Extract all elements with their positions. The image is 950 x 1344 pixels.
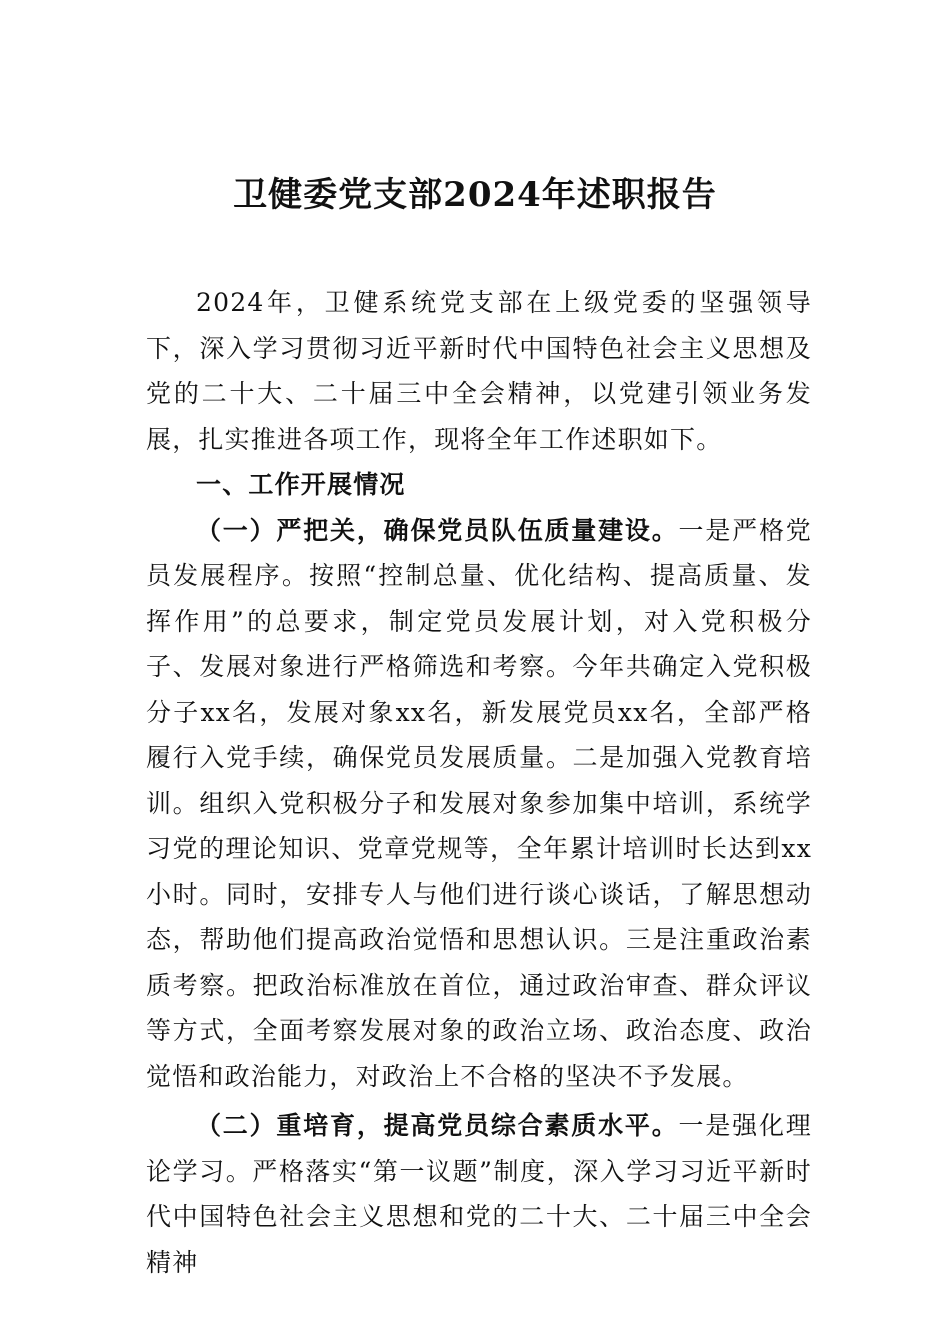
section-heading: 一、工作开展情况 xyxy=(196,470,406,499)
intro-paragraph: 2024年，卫健系统党支部在上级党委的坚强领导下，深入学习贯彻习近平新时代中国特色社会主义思想及党的二十大、二十届三中全会精神，以党建引领业务发展，扎实推进各项工作，现将全年工作述职如下。 xyxy=(146,288,812,454)
item-2-paragraph xyxy=(146,1103,812,1285)
document-title: 卫健委党支部2024年述职报告 xyxy=(233,175,717,215)
item-2-text: 一是强化理论学习。严格落实“第一议题”制度，深入学习习近平新时代中国特色社会主义思想和党的二十大、二十届三中全会精神 xyxy=(146,1111,812,1277)
item-1-text: 一是严格党员发展程序。按照“控制总量、优化结构、提高质量、发挥作用”的总要求，制定党员发展计划，对入党积极分子、发展对象进行严格筛选和考察。今年共确定入党积极分子xx名，发展对象xx名，新发展党员xx名，全部严格履行入党手续，确保党员发展质量。二是加强入党教育培训。组织入党积极分子和发展对象参加集中培训，系统学习党的理论知识、党章党规等，全年累计培训时长达到xx小时。同时，安排专人与他们进行谈心谈话，了解思想动态，帮助他们提高政治觉悟和思想认识。三是注重政治素质考察。把政治标准放在首位，通过政治审查、群众评议等方式，全面考察发展对象的政治立场、政治态度、政治觉悟和政治能力，对政治上不合格的坚决不予发展。 xyxy=(146,515,812,1091)
item-1-lead: （一）严把关，确保党员队伍质量建设。 xyxy=(196,515,679,545)
item-1-paragraph xyxy=(146,508,812,1100)
document-body xyxy=(146,280,812,1285)
item-2-lead: （二）重培育，提高党员综合素质水平。 xyxy=(196,1111,679,1140)
